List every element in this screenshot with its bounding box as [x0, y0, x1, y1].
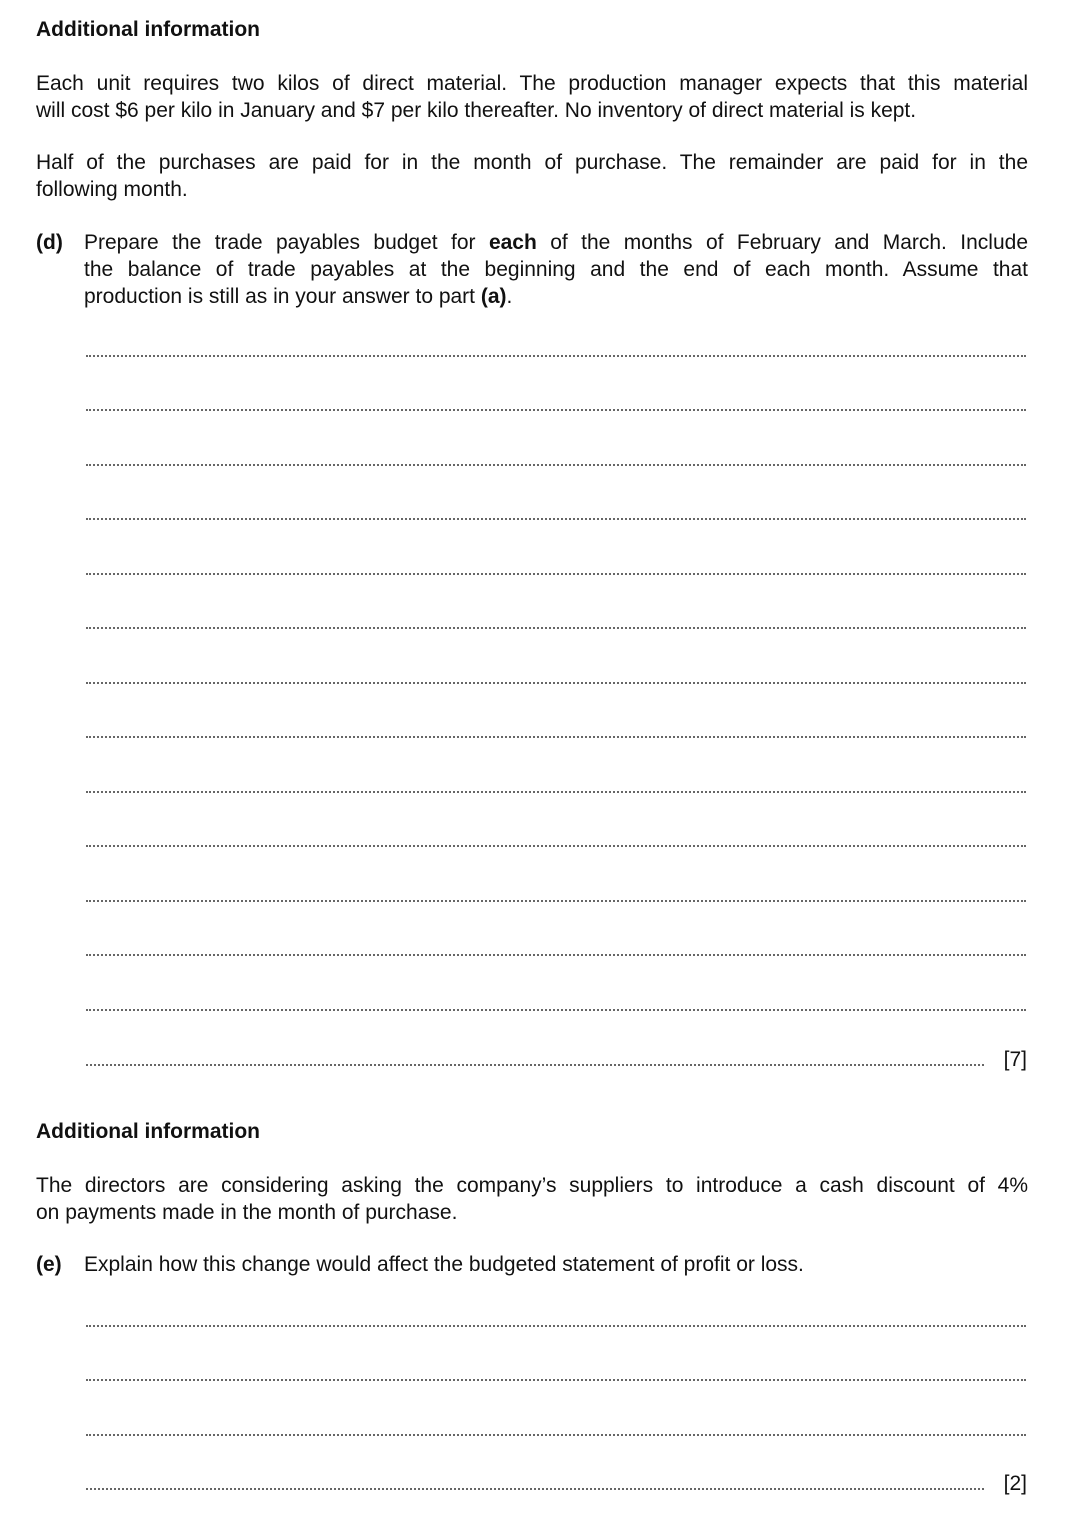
question-d-line-1	[84, 229, 1028, 256]
material-paragraph	[36, 70, 1028, 124]
question-d-emphasis-each: each	[488, 231, 537, 254]
payment-paragraph-line-1: Half of the purchases are paid for in the month of purchase. The remainder are paid for in the	[36, 151, 1028, 174]
answer-line[interactable]	[86, 682, 1026, 684]
answer-line[interactable]	[86, 518, 1026, 520]
marks-e: [2]	[1003, 1472, 1027, 1495]
section-heading-2: Additional information	[36, 1120, 260, 1143]
answer-line[interactable]	[86, 355, 1026, 357]
answer-line[interactable]	[86, 409, 1026, 411]
question-d-line-3-end: .	[506, 285, 513, 308]
question-d-line-3-start: production is still as in your answer to part	[84, 285, 481, 308]
question-d-part-ref: (a)	[480, 285, 507, 308]
question-d-line-1-start: Prepare the trade payables budget for	[84, 231, 489, 254]
payment-paragraph	[36, 149, 1028, 203]
answer-line[interactable]	[86, 845, 1026, 847]
answer-line[interactable]	[86, 627, 1026, 629]
material-paragraph-line-2: will cost $6 per kilo in January and $7 per kilo thereafter. No inventory of direct material is kept.	[36, 99, 917, 122]
material-paragraph-line-1: Each unit requires two kilos of direct material. The production manager expects that this material	[36, 72, 1028, 95]
question-d-line-1-end: of the months of February and March. Include	[536, 231, 1029, 254]
question-d-line-3	[84, 283, 1028, 310]
answer-line[interactable]	[86, 464, 1026, 466]
answer-line[interactable]	[86, 573, 1026, 575]
answer-line[interactable]	[86, 791, 1026, 793]
question-d-line-2: the balance of trade payables at the beginning and the end of each month. Assume that	[84, 258, 1028, 281]
discount-paragraph-line-1: The directors are considering asking the company’s suppliers to introduce a cash discount of 4%	[36, 1174, 1028, 1197]
discount-paragraph	[36, 1172, 1028, 1226]
answer-line[interactable]	[86, 1064, 984, 1066]
answer-line[interactable]	[86, 1325, 1026, 1327]
answer-line[interactable]	[86, 1488, 984, 1490]
question-d-label: (d)	[36, 231, 63, 254]
answer-line[interactable]	[86, 1009, 1026, 1011]
answer-line[interactable]	[86, 900, 1026, 902]
answer-line[interactable]	[86, 1379, 1026, 1381]
question-e-text: Explain how this change would affect the budgeted statement of profit or loss.	[84, 1253, 804, 1276]
payment-paragraph-line-2: following month.	[36, 178, 188, 201]
answer-line[interactable]	[86, 1434, 1026, 1436]
question-d-text	[84, 229, 1028, 310]
marks-d: [7]	[1003, 1048, 1027, 1071]
answer-line[interactable]	[86, 736, 1026, 738]
answer-line[interactable]	[86, 954, 1026, 956]
section-heading-1: Additional information	[36, 18, 260, 41]
discount-paragraph-line-2: on payments made in the month of purchase.	[36, 1201, 458, 1224]
question-e-label: (e)	[36, 1253, 62, 1276]
